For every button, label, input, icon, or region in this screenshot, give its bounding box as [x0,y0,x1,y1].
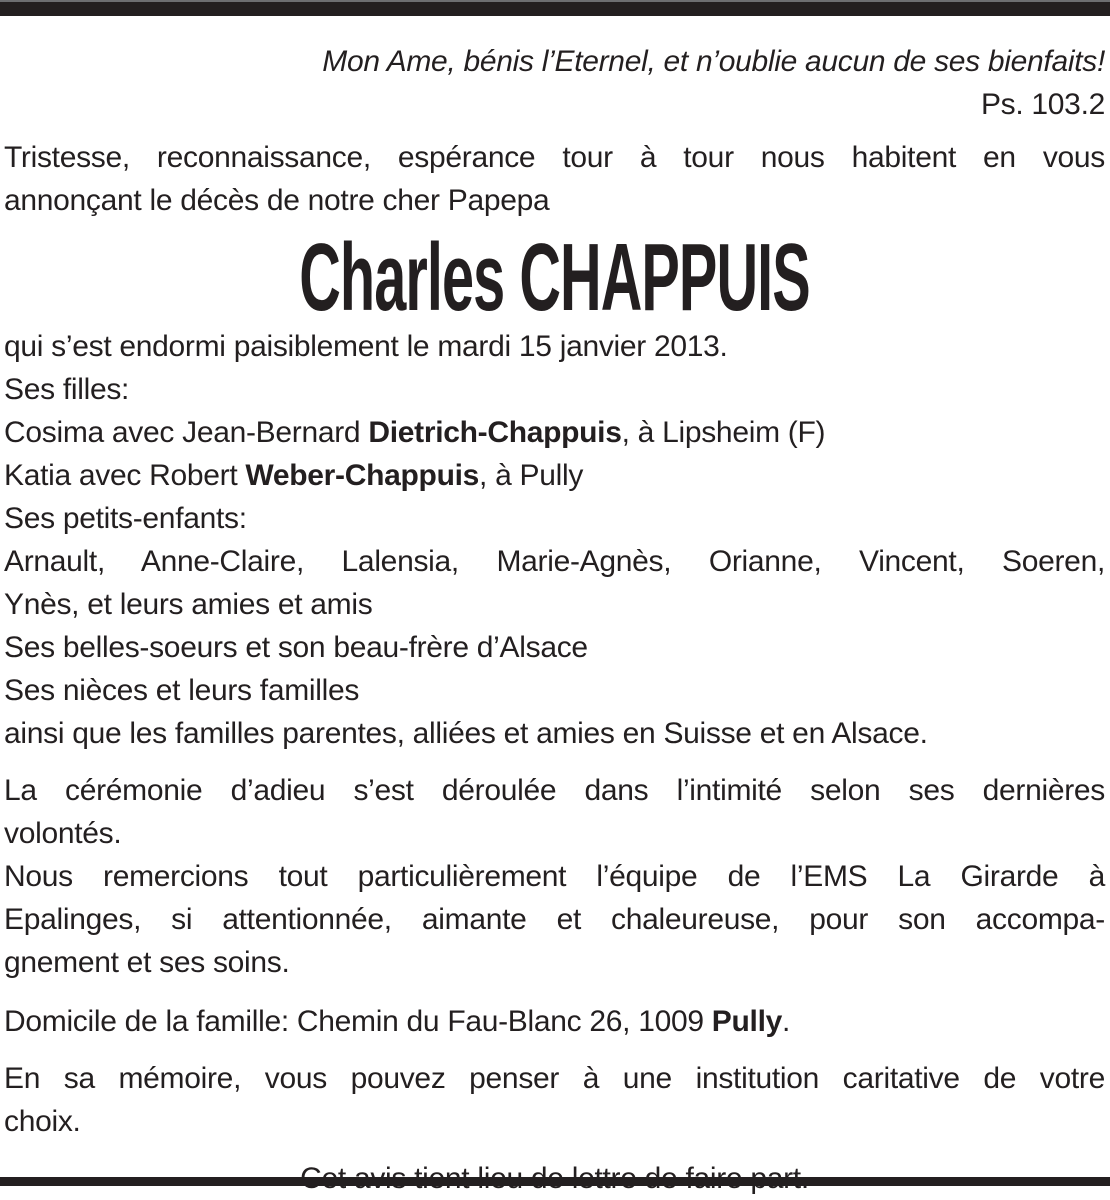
bottom-rule-bar [0,1177,1110,1186]
grandchildren-line-1: Arnault, Anne-Claire, Lalensia, Marie-Agnès, Orianne, Vincent, Soeren, [4,545,1105,578]
epigraph-reference: Ps. 103.2 [980,88,1105,121]
daughter-1-post: , à Lipsheim (F) [621,416,826,449]
address-post: . [782,1005,791,1038]
grandchildren-label: Ses petits-enfants: [4,502,247,535]
top-rule-bar [0,0,1110,16]
in-laws-line: Ses belles-soeurs et son beau-frère d’Alsace [4,631,588,664]
notice-content [0,16,1110,1200]
daughter-2-family-name: Weber-Chappuis [245,459,480,492]
ceremony-line-1: La cérémonie d’adieu s’est déroulée dans l’intimité selon ses dernières [4,774,1105,807]
daughter-1-pre: Cosima avec Jean-Bernard [4,416,369,449]
ceremony-line-2: volontés. [4,817,122,850]
daughter-1-family-name: Dietrich-Chappuis [368,416,622,449]
daughter-2-pre: Katia avec Robert [4,459,246,492]
memorial-line-2: choix. [4,1105,81,1138]
daughter-2-post: , à Pully [479,459,584,492]
nieces-line: Ses nièces et leurs familles [4,674,360,707]
death-date-line: qui s’est endormi paisiblement le mardi 15 janvier 2013. [4,330,728,363]
thanks-line-1: Nous remercions tout particulièrement l’équipe de l’EMS La Girarde à [4,860,1105,893]
daughter-line-1 [4,411,1105,454]
extended-family-line: ainsi que les familles parentes, alliées et amies en Suisse et en Alsace. [4,717,928,750]
thanks-line-2: Epalinges, si attentionnée, aimante et chaleureuse, pour son accompa- [4,903,1105,936]
grandchildren-line-2: Ynès, et leurs amies et amis [4,588,373,621]
daughter-line-2 [4,454,1105,497]
intro-line-1: Tristesse, reconnaissance, espérance tour à tour nous habitent en vous [4,141,1105,174]
family-address-line [4,1000,1105,1043]
epigraph-quote: Mon Ame, bénis l’Eternel, et n’oublie aucun de ses bienfaits! [322,45,1105,78]
address-pre: Domicile de la famille: Chemin du Fau-Blanc 26, 1009 [4,1005,712,1038]
daughters-label: Ses filles: [4,373,130,406]
intro-line-2: annonçant le décès de notre cher Papepa [4,184,550,217]
deceased-name-title: Charles CHAPPUIS [299,224,810,331]
address-city: Pully [711,1005,782,1038]
memorial-line-1: En sa mémoire, vous pouvez penser à une institution caritative de votre [4,1062,1105,1095]
thanks-line-3: gnement et ses soins. [4,946,290,979]
